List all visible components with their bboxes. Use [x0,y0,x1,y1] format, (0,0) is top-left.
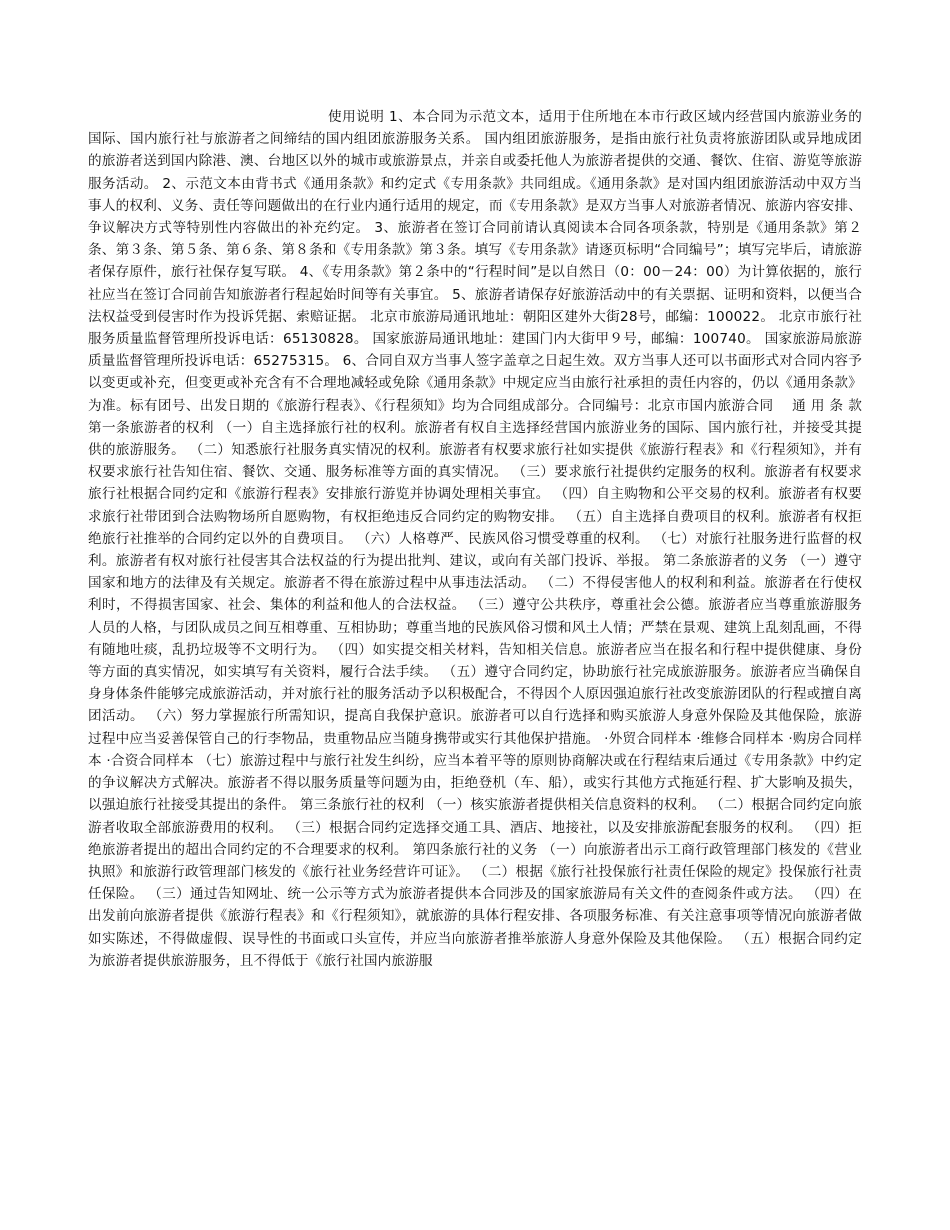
document-page [88,106,862,972]
contract-body-text: 使用说明 1、本合同为示范文本，适用于住所地在本市行政区域内经营国内旅游业务的国际、国内旅行社与旅游者之间缔结的国内组团旅游服务关系。 国内组团旅游服务，是指由旅行社负责将旅游团队或异地成团的旅游者送到国内除港、澳、台地区以外的城市或旅游景点，并亲自或委托他人为旅游者提供的交通、餐饮、住宿、游览等旅游服务活动。 2、示范文本由背书式《通用条款》和约定式《专用条款》共同组成。《通用条款》是对国内组团旅游活动中双方当事人的权利、义务、责任等问题做出的在行业内通行适用的规定，而《专用条款》是双方当事人对旅游者情况、旅游内容安排、争议解决方式等特别性内容做出的补充约定。 3、旅游者在签订合同前请认真阅读本合同各项条款，特别是《通用条款》第２条、第３条、第５条、第６条、第８条和《专用条款》第３条。填写《专用条款》请逐页标明“合同编号”；填写完毕后，请旅游者保存原件，旅行社保存复写联。 4、《专用条款》第２条中的“行程时间”是以自然日（0：00－24：00）为计算依据的，旅行社应当在签订合同前告知旅游者行程起始时间等有关事宜。 5、旅游者请保存好旅游活动中的有关票据、证明和资料，以便当合法权益受到侵害时作为投诉凭据、索赔证据。 北京市旅游局通讯地址：朝阳区建外大街28号，邮编：100022。 北京市旅行社服务质量监督管理所投诉电话：65130828。 国家旅游局通讯地址：建国门内大街甲９号，邮编：100740。 国家旅游局旅游质量监督管理所投诉电话：65275315。 6、合同自双方当事人签字盖章之日起生效。双方当事人还可以书面形式对合同内容予以变更或补充，但变更或补充含有不合理地减轻或免除《通用条款》中规定应当由旅行社承担的责任内容的，仍以《通用条款》为准。标有团号、出发日期的《旅游行程表》、《行程须知》均为合同组成部分。合同编号：北京市国内旅游合同 通 用 条 款 第一条旅游者的权利 （一）自主选择旅行社的权利。旅游者有权自主选择经营国内旅游业务的国际、国内旅行社，并接受其提供的旅游服务。 （二）知悉旅行社服务真实情况的权利。旅游者有权要求旅行社如实提供《旅游行程表》和《行程须知》，并有权要求旅行社告知住宿、餐饮、交通、服务标准等方面的真实情况。 （三）要求旅行社提供约定服务的权利。旅游者有权要求旅行社根据合同约定和《旅游行程表》安排旅行游览并协调处理相关事宜。 （四）自主购物和公平交易的权利。旅游者有权要求旅行社带团到合法购物场所自愿购物，有权拒绝违反合同约定的购物安排。 （五）自主选择自费项目的权利。旅游者有权拒绝旅行社推举的合同约定以外的自费项目。 （六）人格尊严、民族风俗习惯受尊重的权利。 （七）对旅行社服务进行监督的权利。旅游者有权对旅行社侵害其合法权益的行为提出批判、建议，或向有关部门投诉、举报。 第二条旅游者的义务 （一）遵守国家和地方的法律及有关规定。旅游者不得在旅游过程中从事违法活动。 （二）不得侵害他人的权利和利益。旅游者在行使权利时，不得损害国家、社会、集体的利益和他人的合法权益。 （三）遵守公共秩序，尊重社会公德。旅游者应当尊重旅游服务人员的人格，与团队成员之间互相尊重、互相协助；尊重当地的民族风俗习惯和风土人情；严禁在景观、建筑上乱刻乱画，不得有随地吐痰，乱扔垃圾等不文明行为。 （四）如实提交相关材料，告知相关信息。旅游者应当在报名和行程中提供健康、身份等方面的真实情况，如实填写有关资料，履行合法手续。 （五）遵守合同约定，协助旅行社完成旅游服务。旅游者应当确保自身身体条件能够完成旅游活动，并对旅行社的服务活动予以积极配合，不得因个人原因强迫旅行社改变旅游团队的行程或擅自离团活动。 （六）努力掌握旅行所需知识，提高自我保护意识。旅游者可以自行选择和购买旅游人身意外保险及其他保险，旅游过程中应当妥善保管自己的行李物品，贵重物品应当随身携带或实行其他保护措施。 ·外贸合同样本 ·维修合同样本 ·购房合同样本 ·合资合同样本 （七）旅游过程中与旅行社发生纠纷，应当本着平等的原则协商解决或在行程结束后通过《专用条款》中约定的争议解决方式解决。旅游者不得以服务质量等问题为由，拒绝登机（车、船），或实行其他方式拖延行程、扩大影响及损失，以强迫旅行社接受其提出的条件。 第三条旅行社的权利 （一）核实旅游者提供相关信息资料的权利。 （二）根据合同约定向旅游者收取全部旅游费用的权利。 （三）根据合同约定选择交通工具、酒店、地接社，以及安排旅游配套服务的权利。 （四）拒绝旅游者提出的超出合同约定的不合理要求的权利。 第四条旅行社的义务 （一）向旅游者出示工商行政管理部门核发的《营业执照》和旅游行政管理部门核发的《旅行社业务经营许可证》。 （二）根据《旅行社投保旅行社责任保险的规定》投保旅行社责任保险。 （三）通过告知网址、统一公示等方式为旅游者提供本合同涉及的国家旅游局有关文件的查阅条件或方法。 （四）在出发前向旅游者提供《旅游行程表》和《行程须知》，就旅游的具体行程安排、各项服务标准、有关注意事项等情况向旅游者做如实陈述，不得做虚假、误导性的书面或口头宣传，并应当向旅游者推举旅游人身意外保险及其他保险。 （五）根据合同约定为旅游者提供旅游服务，且不得低于《旅行社国内旅游服 [88,109,862,969]
